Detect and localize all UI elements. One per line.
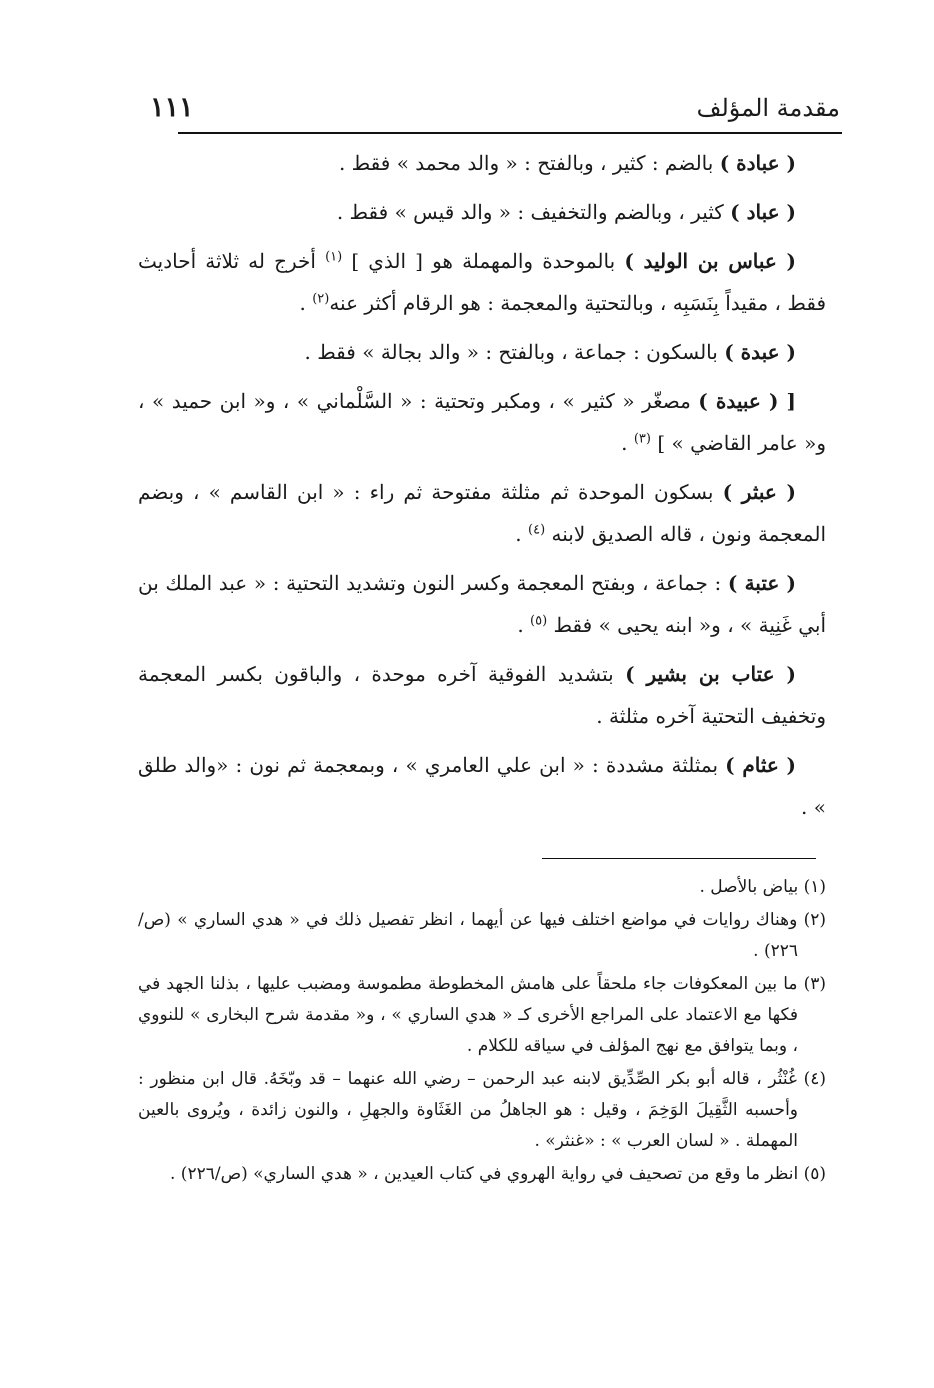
entry-text-end: . xyxy=(517,613,531,637)
entry-ubbad xyxy=(138,191,826,233)
entry-text: مصغّر « كثير » ، ومكبر وتحتية : « السَّلْماني » ، و« ابن حميد » ، و« عامر القاضي » ] xyxy=(138,389,826,455)
entry-text: بالضم : كثير ، وبالفتح : « والد محمد » فقط . xyxy=(338,151,720,175)
entry-heading: [ ( عبيدة ) xyxy=(698,389,796,413)
entry-heading: ( عتبة ) xyxy=(727,571,796,595)
entry-heading: ( عباس بن الوليد ) xyxy=(624,249,797,273)
footnote-separator xyxy=(542,858,816,859)
entry-text-cont: أخرج له ثلاثة أحاديث فقط ، مقيداً بِنَسَبِه ، وبالتحتية والمعجمة : هو الرقام أكثر عنه xyxy=(138,249,826,315)
footnote-3: (٣) ما بين المعكوفات جاء ملحقاً على هامش المخطوطة مطموسة ومضبب عليها ، بذلنا الجهد في فكها مع الاعتماد على المراجع الأخرى كـ « هدي الساري » ، و« مقدمة شرح البخارى » للنووي ، وبما يتوافق مع نهج المؤلف في سياقه للكلام . xyxy=(138,974,826,1056)
entry-ubada xyxy=(138,142,826,184)
entry-text-end: . xyxy=(515,522,529,546)
entry-heading: ( عثام ) xyxy=(725,753,797,777)
entry-heading: ( عبثر ) xyxy=(722,480,797,504)
main-text xyxy=(138,142,826,835)
entry-text: بالسكون : جماعة ، وبالفتح : « والد بجالة » فقط . xyxy=(304,340,725,364)
header-rule xyxy=(178,132,842,134)
footnote-2: (٢) وهناك روايات في مواضع اختلف فيها عن أيهما ، انظر تفصيل ذلك في « هدي الساري » (ص/٢٢٦) . xyxy=(138,910,826,961)
entry-utba xyxy=(138,562,826,646)
entry-text-end: . xyxy=(299,291,313,315)
entry-aththam xyxy=(138,744,826,828)
entry-abda xyxy=(138,331,826,373)
entry-text: : جماعة ، وبفتح المعجمة وكسر النون وتشديد التحتية : « عبد الملك بن أبي غَنِية » ، و« ابنه يحيى » فقط xyxy=(138,571,826,637)
page-header xyxy=(140,92,840,134)
entry-heading: ( عتاب بن بشير ) xyxy=(625,662,796,686)
entry-text: كثير ، وبالضم والتخفيف : « والد قيس » فقط . xyxy=(336,200,731,224)
footnote-4: (٤) غُنْثُر ، قاله أبو بكر الصِّدِّيق لابنه عبد الرحمن – رضي الله عنهما – قد وبّخَهُ. قال ابن منظور : وأحسبه الثَّقِيلَ الوَخِمَ ، وقيل : هو الجاهلُ من الغَثَاوة والجهلِ ، والنون زائدة ، ويُروى بالعين المهملة . « لسان العرب » : «غنثر» . xyxy=(138,1069,826,1151)
entry-text: بالموحدة والمهملة هو [ الذي ] xyxy=(342,249,625,273)
footnote-ref-4[interactable]: (٤) xyxy=(528,522,546,538)
page-number: ١١١ xyxy=(150,92,194,123)
entry-text: بمثلثة مشددة : « ابن علي العامري » ، وبمعجمة ثم نون : «والد طلق » . xyxy=(138,753,826,819)
entry-heading: ( عبدة ) xyxy=(724,340,796,364)
entry-text-end: . xyxy=(621,431,634,455)
entry-attab-ibn-bashir xyxy=(138,653,826,737)
footnote-ref-1[interactable]: (١) xyxy=(325,249,343,265)
entry-abthar xyxy=(138,471,826,555)
footnote-ref-3[interactable]: (٣) xyxy=(633,431,651,447)
footnote-ref-2[interactable]: (٢) xyxy=(312,291,330,307)
entry-abbas-ibn-al-walid xyxy=(138,240,826,324)
entry-ubayda xyxy=(138,380,826,464)
footnote-5: (٥) انظر ما وقع من تصحيف في رواية الهروي في كتاب العيدين ، « هدي الساري» (ص/٢٢٦) . xyxy=(169,1164,826,1184)
footnote-ref-5[interactable]: (٥) xyxy=(530,613,548,629)
running-title: مقدمة المؤلف xyxy=(696,94,840,122)
entry-text: بسكون الموحدة ثم مثلثة مفتوحة ثم راء : « ابن القاسم » ، وبضم المعجمة ونون ، قاله الصديق لابنه xyxy=(138,480,826,546)
footnote-1: (١) بياض بالأصل . xyxy=(699,877,826,897)
footnotes xyxy=(138,872,826,1192)
entry-heading: ( عبادة ) xyxy=(719,151,796,175)
entry-heading: ( عباد ) xyxy=(730,200,796,224)
entry-text: بتشديد الفوقية آخره موحدة ، والباقون بكسر المعجمة وتخفيف التحتية آخره مثلثة . xyxy=(138,662,826,728)
